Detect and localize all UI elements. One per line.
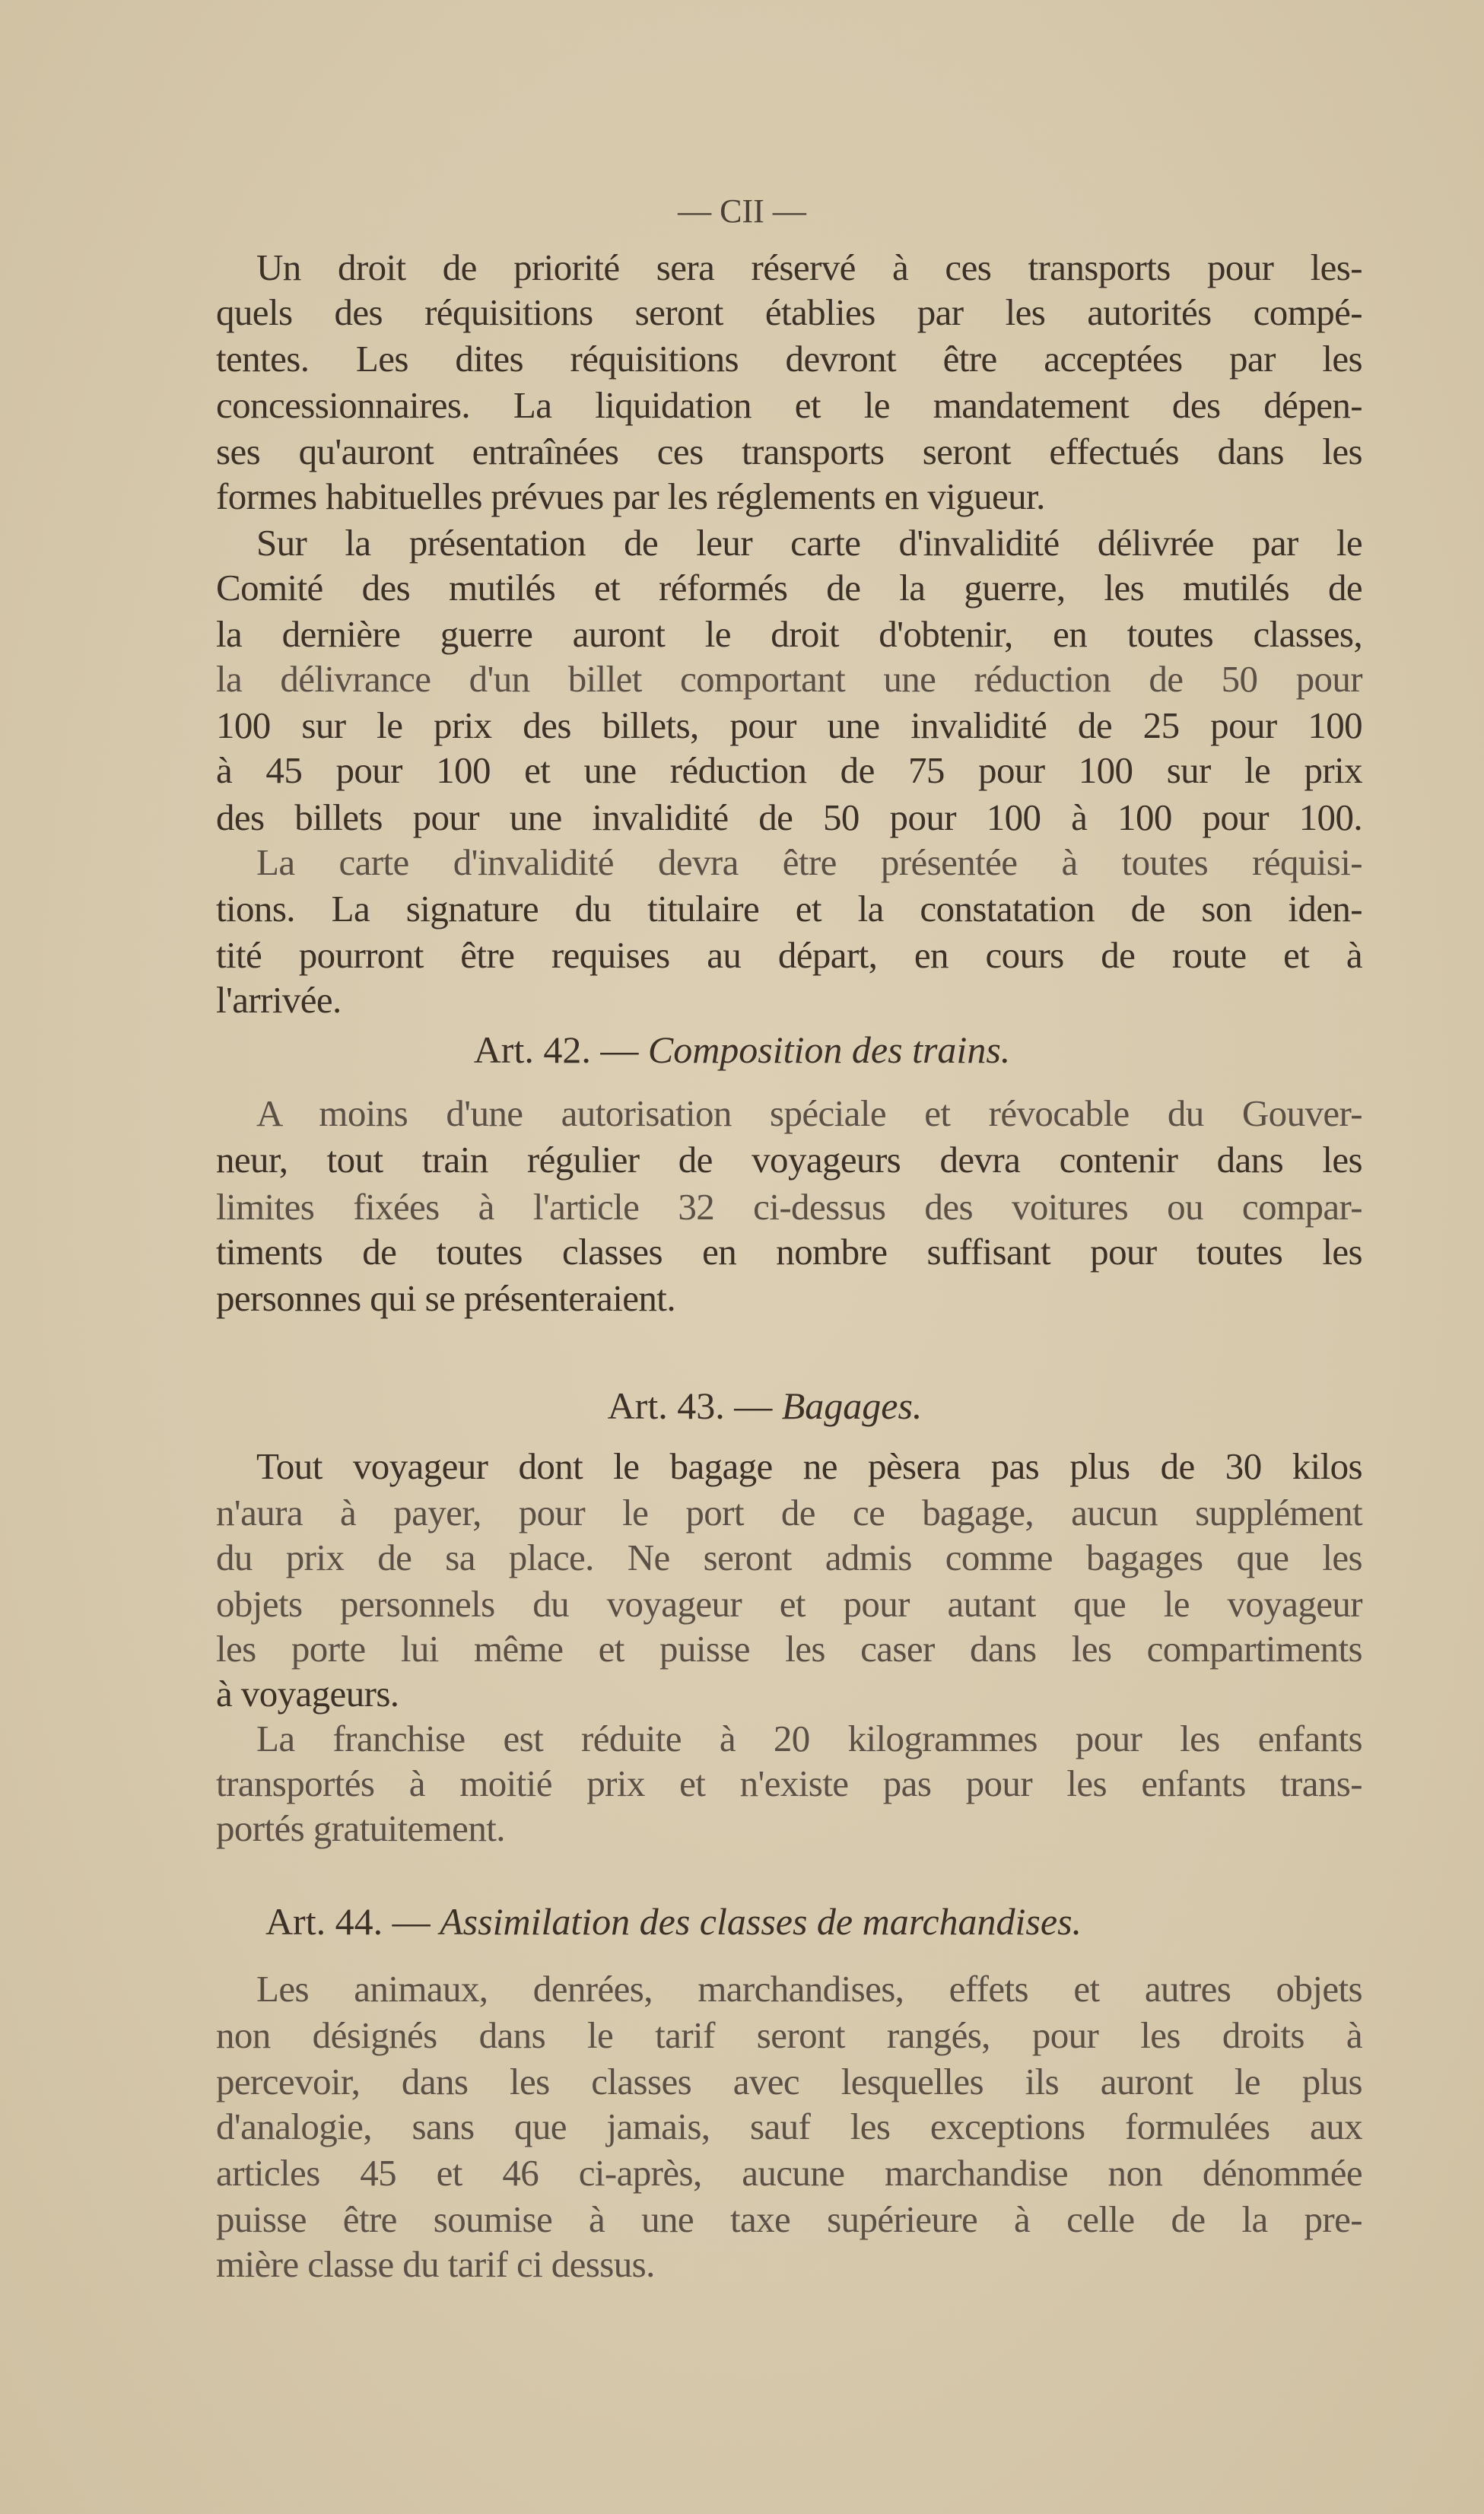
text-line: A moins d'une autorisation spéciale et révocable du Gouver-: [256, 1092, 1362, 1134]
article-title: Assimilation des classes de marchandises.: [440, 1900, 1082, 1943]
article-heading-43: [23, 1383, 1484, 1429]
text-line: La carte d'invalidité devra être présentée à toutes réquisi-: [256, 841, 1362, 883]
text-line: tions. La signature du titulaire et la constatation de son iden-: [216, 888, 1362, 930]
article-number: Art. 42. —: [473, 1028, 648, 1071]
text-line: la délivrance d'un billet comportant une réduction de 50 pour: [216, 658, 1362, 700]
text-line: Les animaux, denrées, marchandises, effets et autres objets: [256, 1968, 1362, 2010]
text-line: timents de toutes classes en nombre suffisant pour toutes les: [216, 1231, 1362, 1273]
article-heading-44: [0, 1899, 1416, 1944]
text-line: Tout voyageur dont le bagage ne pèsera pas plus de 30 kilos: [256, 1445, 1362, 1487]
text-line: formes habituelles prévues par les réglements en vigueur.: [216, 475, 1045, 517]
text-line: n'aura à payer, pour le port de ce bagage, aucun supplément: [216, 1492, 1362, 1534]
text-line: l'arrivée.: [216, 979, 342, 1021]
text-line: puisse être soumise à une taxe supérieure à celle de la pre-: [216, 2198, 1362, 2240]
text-line: d'analogie, sans que jamais, sauf les exceptions formulées aux: [216, 2106, 1362, 2147]
text-line: à 45 pour 100 et une réduction de 75 pour 100 sur le prix: [216, 749, 1362, 791]
text-line: Un droit de priorité sera réservé à ces transports pour les-: [256, 246, 1362, 288]
text-line: quels des réquisitions seront établies par les autorités compé-: [216, 291, 1362, 333]
article-title: Bagages.: [781, 1384, 923, 1427]
text-line: les porte lui même et puisse les caser dans les compartiments: [216, 1628, 1362, 1670]
text-line: transportés à moitié prix et n'existe pas pour les enfants trans-: [216, 1762, 1362, 1804]
text-line: percevoir, dans les classes avec lesquelles ils auront le plus: [216, 2061, 1362, 2102]
article-title: Composition des trains.: [647, 1028, 1011, 1071]
page-number: — CII —: [678, 192, 806, 230]
text-line: articles 45 et 46 ci-après, aucune marchandise non dénommée: [216, 2152, 1362, 2194]
text-line: la dernière guerre auront le droit d'obtenir, en toutes classes,: [216, 613, 1362, 655]
text-line: concessionnaires. La liquidation et le mandatement des dépen-: [216, 384, 1362, 426]
text-line: 100 sur le prix des billets, pour une invalidité de 25 pour 100: [216, 704, 1362, 746]
text-line: non désignés dans le tarif seront rangés, pour les droits à: [216, 2014, 1362, 2056]
text-line: des billets pour une invalidité de 50 pour 100 à 100 pour 100.: [216, 796, 1362, 838]
text-line: tité pourront être requises au départ, en cours de route et à: [216, 934, 1362, 976]
text-line: Sur la présentation de leur carte d'invalidité délivrée par le: [256, 522, 1362, 564]
text-line: à voyageurs.: [216, 1673, 399, 1715]
text-line: personnes qui se présenteraient.: [216, 1277, 675, 1319]
text-line: objets personnels du voyageur et pour autant que le voyageur: [216, 1583, 1362, 1625]
text-line: Comité des mutilés et réformés de la guerre, les mutilés de: [216, 567, 1362, 609]
text-line: limites fixées à l'article 32 ci-dessus des voitures ou compar-: [216, 1186, 1362, 1228]
text-line: mière classe du tarif ci dessus.: [216, 2243, 655, 2285]
text-line: neur, tout train régulier de voyageurs devra contenir dans les: [216, 1139, 1362, 1181]
text-line: du prix de sa place. Ne seront admis comme bagages que les: [216, 1537, 1362, 1578]
text-line: tentes. Les dites réquisitions devront être acceptées par les: [216, 338, 1362, 380]
article-heading-42: [0, 1027, 1484, 1073]
text-line: ses qu'auront entraînées ces transports seront effectués dans les: [216, 431, 1362, 472]
text-line: portés gratuitement.: [216, 1807, 505, 1849]
article-number: Art. 44. —: [265, 1900, 440, 1943]
text-line: La franchise est réduite à 20 kilogrammes pour les enfants: [256, 1718, 1362, 1759]
article-number: Art. 43. —: [607, 1384, 782, 1427]
